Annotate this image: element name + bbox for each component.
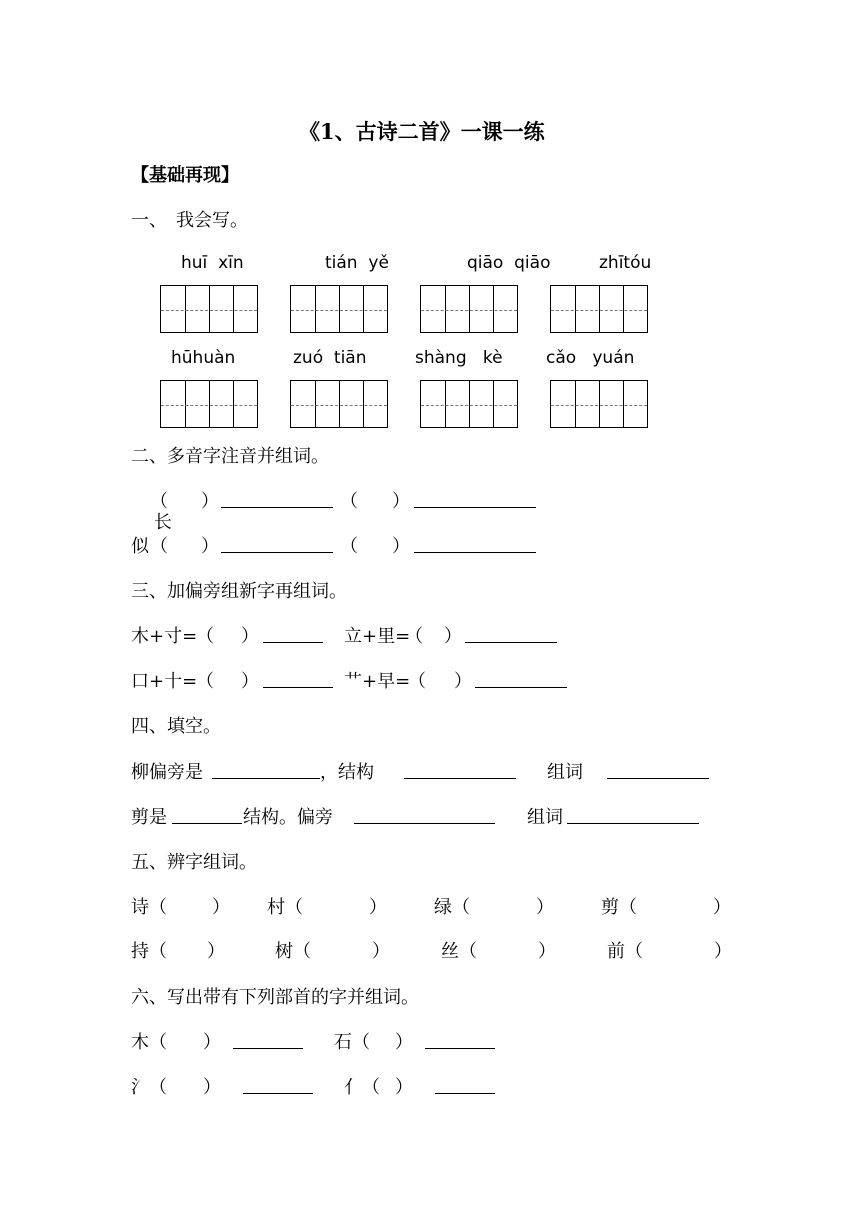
radical-equation: 口+十= bbox=[131, 671, 198, 692]
q2-heading: 二、多音字注音并组词。 bbox=[131, 446, 329, 467]
answer-blank[interactable] bbox=[435, 1075, 495, 1094]
writing-grid[interactable] bbox=[160, 380, 258, 428]
pinyin-label: zuó tiān bbox=[293, 348, 367, 368]
compare-char: 村（ bbox=[267, 897, 303, 918]
compare-char: 丝（ bbox=[441, 941, 477, 962]
answer-blank[interactable] bbox=[263, 669, 333, 688]
answer-blank[interactable] bbox=[607, 760, 709, 779]
paren-close: ） bbox=[372, 941, 390, 962]
writing-grid[interactable] bbox=[290, 285, 388, 333]
polyphone-char: 长 bbox=[153, 512, 172, 533]
fill-text: ，结构 bbox=[320, 762, 374, 783]
answer-blank[interactable] bbox=[221, 534, 333, 553]
paren-close: ） bbox=[713, 897, 731, 918]
writing-grid[interactable] bbox=[420, 380, 518, 428]
paren-open: （ bbox=[408, 671, 426, 692]
section-basic-heading: 【基础再现】 bbox=[131, 165, 239, 186]
writing-grid[interactable] bbox=[290, 380, 388, 428]
paren-open: （ bbox=[196, 626, 214, 647]
pinyin-label: hūhuàn bbox=[171, 348, 236, 368]
pinyin-label: huī xīn bbox=[181, 253, 244, 273]
answer-blank[interactable] bbox=[263, 624, 323, 643]
compare-char: 绿（ bbox=[434, 897, 470, 918]
paren-open: （ bbox=[405, 626, 423, 647]
q1-heading: 一、 我会写。 bbox=[131, 210, 248, 231]
paren-close: ） bbox=[395, 1077, 413, 1098]
compare-char: 持（ bbox=[131, 941, 167, 962]
fill-text: 组词 bbox=[527, 807, 563, 828]
compare-char: 树（ bbox=[275, 941, 311, 962]
answer-blank[interactable] bbox=[221, 489, 333, 508]
answer-blank[interactable] bbox=[172, 805, 242, 824]
writing-grid[interactable] bbox=[420, 285, 518, 333]
answer-blank[interactable] bbox=[212, 760, 320, 779]
paren-close: ） bbox=[444, 626, 462, 647]
answer-blank[interactable] bbox=[475, 669, 567, 688]
radical-item: 木（ bbox=[131, 1032, 167, 1053]
answer-blank[interactable] bbox=[567, 805, 699, 824]
paren-close: ） bbox=[241, 671, 259, 692]
pinyin-label: qiāo qiāo bbox=[467, 253, 551, 273]
radical-equation: 木+寸= bbox=[131, 626, 198, 647]
paren-close: ） bbox=[203, 1077, 221, 1098]
paren-close: ） bbox=[212, 897, 230, 918]
answer-blank[interactable] bbox=[404, 760, 516, 779]
q6-heading: 六、写出带有下列部首的字并组词。 bbox=[131, 987, 419, 1008]
fill-text: 组词 bbox=[547, 762, 583, 783]
paren-open: （ bbox=[340, 536, 358, 557]
radical-item: 石（ bbox=[334, 1032, 370, 1053]
paren-close: ） bbox=[536, 897, 554, 918]
paren-close: ） bbox=[392, 536, 410, 557]
paren-open: （ bbox=[150, 536, 168, 557]
compare-char: 诗（ bbox=[131, 897, 167, 918]
q5-heading: 五、辨字组词。 bbox=[131, 852, 257, 873]
paren-open: （ bbox=[196, 671, 214, 692]
paren-close: ） bbox=[454, 671, 472, 692]
compare-char: 剪（ bbox=[601, 897, 637, 918]
answer-blank[interactable] bbox=[465, 624, 557, 643]
writing-grid[interactable] bbox=[160, 285, 258, 333]
answer-blank[interactable] bbox=[414, 489, 536, 508]
paren-close: ） bbox=[241, 626, 259, 647]
fill-text: 柳偏旁是 bbox=[131, 762, 203, 783]
pinyin-label: zhītóu bbox=[599, 253, 652, 273]
radical-equation: 艹+早= bbox=[344, 671, 411, 692]
radical-item: 亻（ bbox=[344, 1077, 380, 1098]
polyphone-char: 似 bbox=[131, 536, 149, 557]
pinyin-label: cǎo yuán bbox=[546, 348, 635, 368]
page-title: 《1、古诗二首》一课一练 bbox=[299, 119, 545, 144]
paren-open: （ bbox=[340, 491, 358, 512]
fill-text: 剪是 bbox=[131, 807, 167, 828]
paren-close: ） bbox=[538, 941, 556, 962]
writing-grid[interactable] bbox=[550, 285, 648, 333]
q3-heading: 三、加偏旁组新字再组词。 bbox=[131, 581, 347, 602]
answer-blank[interactable] bbox=[233, 1030, 303, 1049]
pinyin-label: tián yě bbox=[325, 253, 389, 273]
radical-item: 氵（ bbox=[131, 1077, 167, 1098]
paren-close: ） bbox=[207, 941, 225, 962]
paren-close: ） bbox=[201, 536, 219, 557]
answer-blank[interactable] bbox=[243, 1075, 313, 1094]
paren-close: ） bbox=[203, 1032, 221, 1053]
paren-close: ） bbox=[714, 941, 732, 962]
paren-close: ） bbox=[201, 491, 219, 512]
fill-text: 结构。偏旁 bbox=[243, 807, 333, 828]
q4-heading: 四、填空。 bbox=[131, 716, 221, 737]
answer-blank[interactable] bbox=[414, 534, 536, 553]
pinyin-label: shàng kè bbox=[415, 348, 503, 368]
paren-close: ） bbox=[392, 491, 410, 512]
writing-grid[interactable] bbox=[550, 380, 648, 428]
paren-open: （ bbox=[150, 491, 168, 512]
answer-blank[interactable] bbox=[354, 805, 495, 824]
paren-close: ） bbox=[395, 1032, 413, 1053]
radical-equation: 立+里= bbox=[344, 626, 411, 647]
answer-blank[interactable] bbox=[425, 1030, 495, 1049]
compare-char: 前（ bbox=[607, 941, 643, 962]
paren-close: ） bbox=[369, 897, 387, 918]
